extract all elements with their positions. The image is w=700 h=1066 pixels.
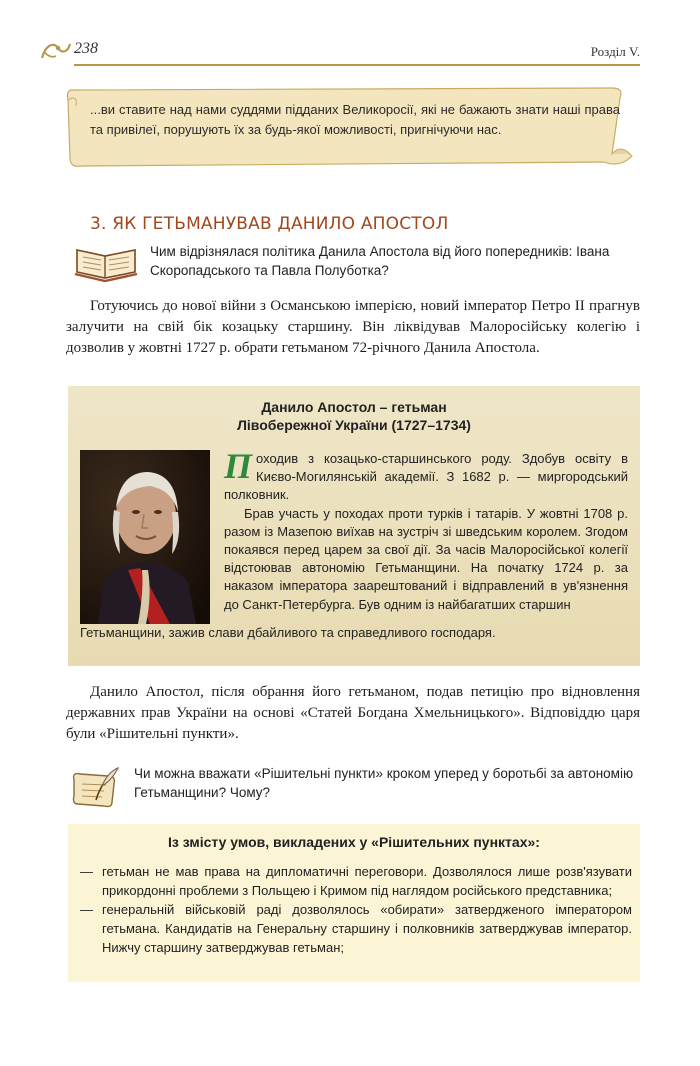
biography-lead: оходив з козацько-старшинського роду. Здобув освіту в Києво-Могилянській академії. З 1682 р. — миргородський полковник. [224,451,628,503]
page-number: 238 [74,40,98,57]
conditions-title: Із змісту умов, викладених у «Рішительних пунктах»: [168,834,540,850]
drop-cap: П [224,446,253,486]
conditions-item-text: генеральній військовій раді дозволялось «обирати» затвердженого імператором гетьмана. Кандидатів на Генеральну старшину і полковників затверджував імператор. Нижчу старшину затверджував гетьман; [102,902,632,955]
list-dash: — [80,864,93,879]
question-2: Чи можна вважати «Рішительні пункти» кроком уперед у боротьбі за автономію Гетьманщини? Чому? [134,766,634,800]
biography-title-line1: Данило Апостол – гетьман [261,399,447,415]
portrait-image [80,450,210,624]
quill-scroll-icon [68,766,124,810]
section-heading: 3. ЯК ГЕТЬМАНУВАВ ДАНИЛО АПОСТОЛ [90,214,449,235]
section-label: Розділ V. [590,44,640,59]
biography-text [224,446,628,614]
quote-text: ...ви ставите над нами суддями підданих Великоросії, які не бажають знати наші права та привілеї, порушують їх за будь-якої можливості, пригнічуючи нас. [90,102,620,137]
quote-scroll [64,84,636,174]
conditions-item [78,900,632,957]
header-rule [74,64,640,66]
conditions-item [78,862,632,900]
conditions-box [68,824,640,982]
ornament-icon [40,38,72,62]
biography-box [68,386,640,666]
conditions-list [78,862,632,957]
page-header [40,34,640,66]
paragraph-1: Готуючись до нової війни з Османською імперією, новий імператор Петро II прагнув залучити на свій бік козацьку старшину. Він ліквідував Малоросійську колегію і дозволив у жовтні 1727 р. обрати гетьманом 72-річного Данила Апостола. [66,298,640,356]
paragraph-2: Данило Апостол, після обрання його гетьманом, подав петицію про відновлення державних прав України на основі «Статей Богдана Хмельницького». Відповіддю царя були «Рішительні пункти». [66,684,640,742]
conditions-item-text: гетьман не мав права на дипломатичні переговори. Дозволялося лише розв'язувати прикордонні проблеми з Польщею і Кримом під наглядом російського представника; [102,864,632,898]
biography-paragraph: Брав участь у походах проти турків і татарів. У жовтні 1708 р. разом із Мазепою виїхав на зустріч зі шведським королем. Згодом покаявся перед царем за свої дії. За часів Малоросійської колегії відстоював автономію Гетьманщини. На початку 1724 р. за наказом імператора заарештований і відправлений в ув'язнення до Санкт-Петербурга. Був одним із найбагатших старшин [224,505,628,612]
section-question: Чим відрізнялася політика Данила Апостола від його попередників: Івана Скоропадського та Павла Полуботка? [150,244,610,278]
biography-title [68,398,640,434]
biography-ending: Гетьманщини, зажив слави дбайливого та справедливого господаря. [80,625,496,640]
biography-title-line2: Лівобережної України (1727–1734) [237,417,471,433]
list-dash: — [80,902,93,917]
book-icon [73,242,139,282]
